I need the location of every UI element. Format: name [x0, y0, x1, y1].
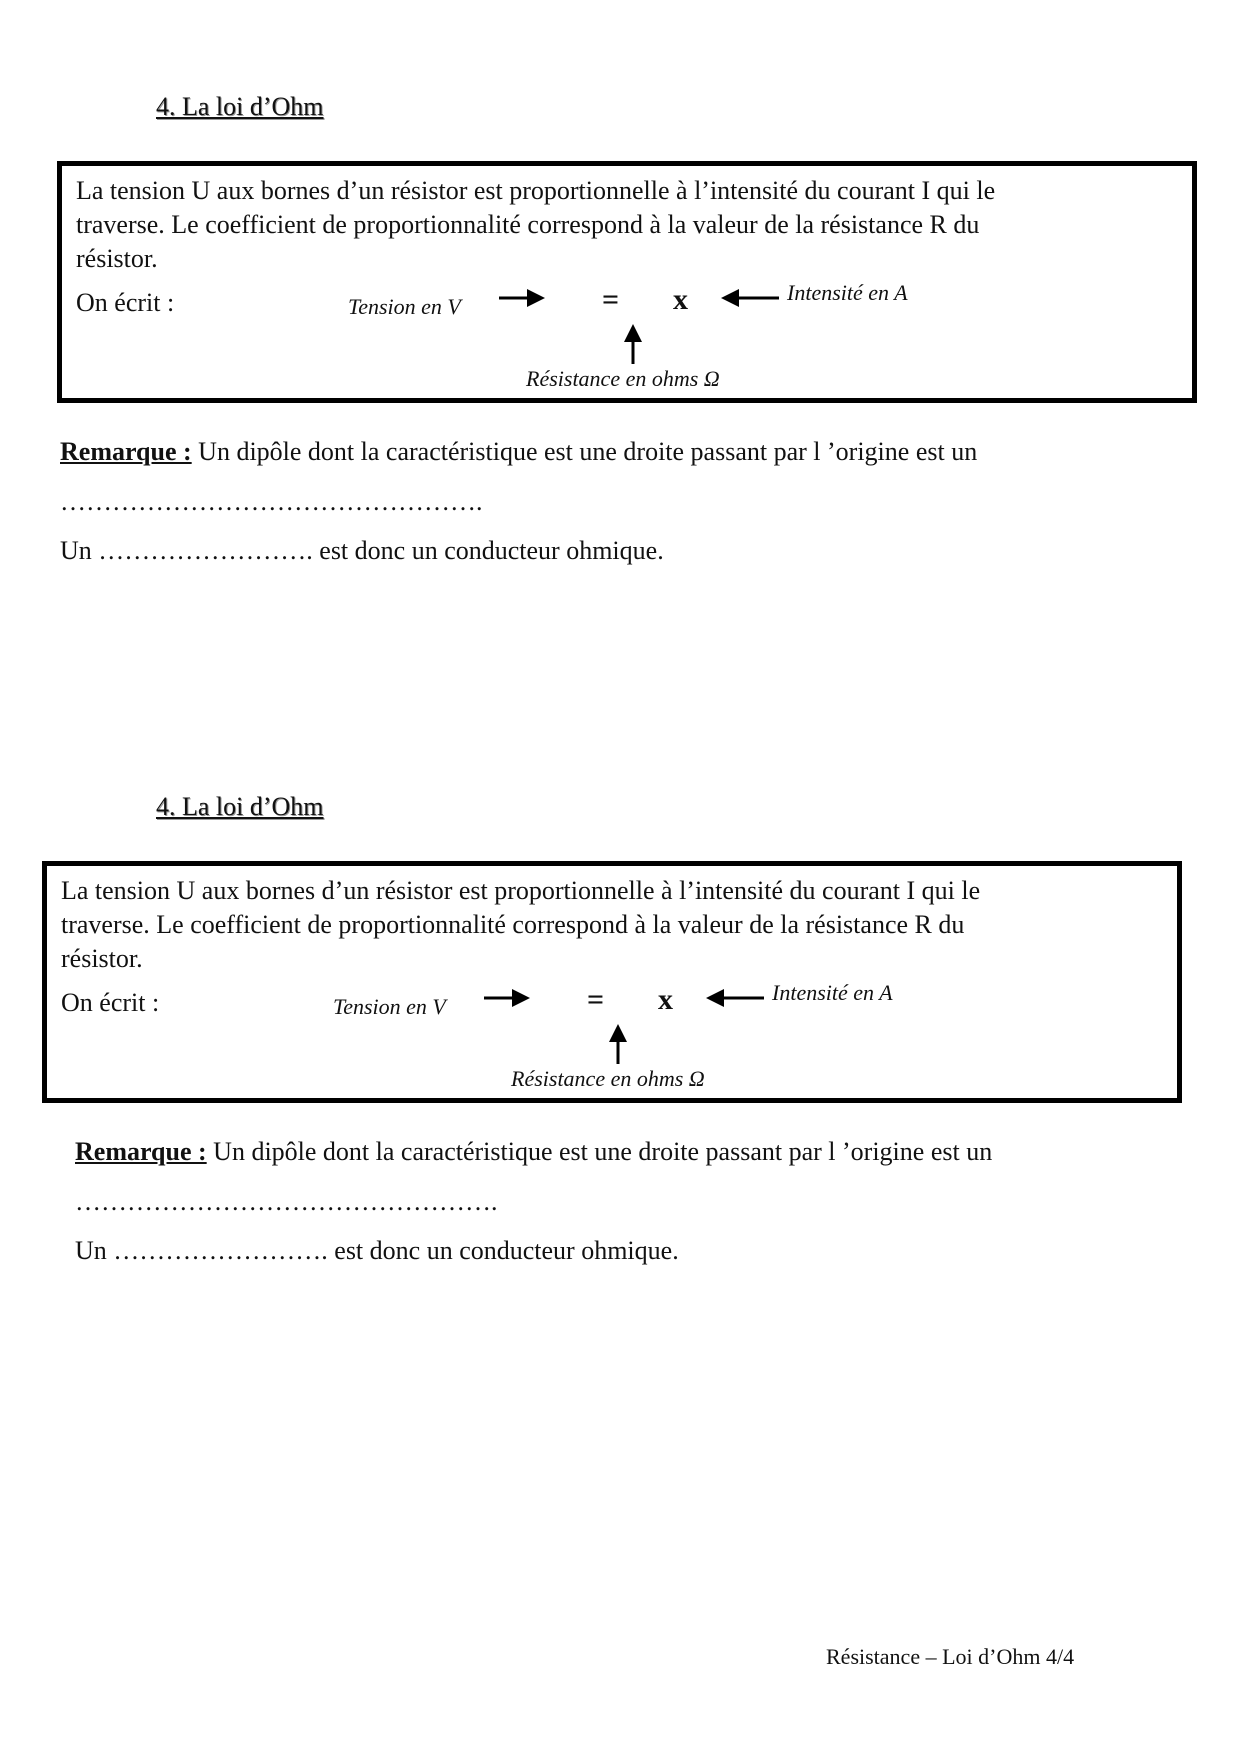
resistance-arrow-icon	[622, 322, 644, 366]
remark	[75, 1137, 992, 1167]
equals-sign: =	[602, 283, 620, 316]
remark-text: Un dipôle dont la caractéristique est une droite passant par l ’origine est un	[191, 437, 978, 466]
definition-box	[42, 861, 1182, 1103]
section-heading: 4. La loi d’Ohm	[156, 92, 324, 121]
on-ecrit-label: On écrit :	[61, 988, 160, 1017]
tension-label: Tension en V	[348, 294, 461, 319]
tension-label: Tension en V	[333, 994, 446, 1019]
definition-box	[57, 161, 1197, 403]
remark	[60, 437, 977, 467]
times-sign: x	[673, 283, 688, 316]
tension-arrow-icon	[482, 988, 532, 1008]
page-footer: Résistance – Loi d’Ohm 4/4	[826, 1644, 1075, 1669]
remark-conclusion: Un ……………………. est donc un conducteur ohmique.	[75, 1236, 679, 1265]
definition-line-3: résistor.	[61, 944, 143, 973]
on-ecrit-label: On écrit :	[76, 288, 175, 317]
equals-sign: =	[587, 983, 605, 1016]
definition-line-2: traverse. Le coefficient de proportionnalité correspond à la valeur de la résistance R du	[76, 210, 980, 239]
intensite-arrow-icon	[719, 288, 781, 308]
intensite-arrow-icon	[704, 988, 766, 1008]
definition-line-1: La tension U aux bornes d’un résistor est proportionnelle à l’intensité du courant I qui le	[61, 876, 981, 905]
ohm-section-1	[0, 0, 1240, 700]
section-heading: 4. La loi d’Ohm	[156, 792, 324, 821]
resistance-label: Résistance en ohms Ω	[526, 366, 720, 391]
resistance-arrow-icon	[607, 1022, 629, 1066]
remark-conclusion: Un ……………………. est donc un conducteur ohmique.	[60, 536, 664, 565]
remark-blank-line: ………………………………………….	[75, 1187, 498, 1216]
times-sign: x	[658, 983, 673, 1016]
remark-text: Un dipôle dont la caractéristique est une droite passant par l ’origine est un	[206, 1137, 993, 1166]
tension-arrow-icon	[497, 288, 547, 308]
definition-line-2: traverse. Le coefficient de proportionnalité correspond à la valeur de la résistance R du	[61, 910, 965, 939]
resistance-label: Résistance en ohms Ω	[511, 1066, 705, 1091]
remark-title: Remarque :	[75, 1137, 207, 1166]
definition-line-3: résistor.	[76, 244, 158, 273]
ohm-section-2	[0, 700, 1240, 1400]
remark-title: Remarque :	[60, 437, 192, 466]
definition-line-1: La tension U aux bornes d’un résistor est proportionnelle à l’intensité du courant I qui le	[76, 176, 996, 205]
intensite-label: Intensité en A	[787, 280, 908, 305]
intensite-label: Intensité en A	[772, 980, 893, 1005]
remark-blank-line: ………………………………………….	[60, 487, 483, 516]
